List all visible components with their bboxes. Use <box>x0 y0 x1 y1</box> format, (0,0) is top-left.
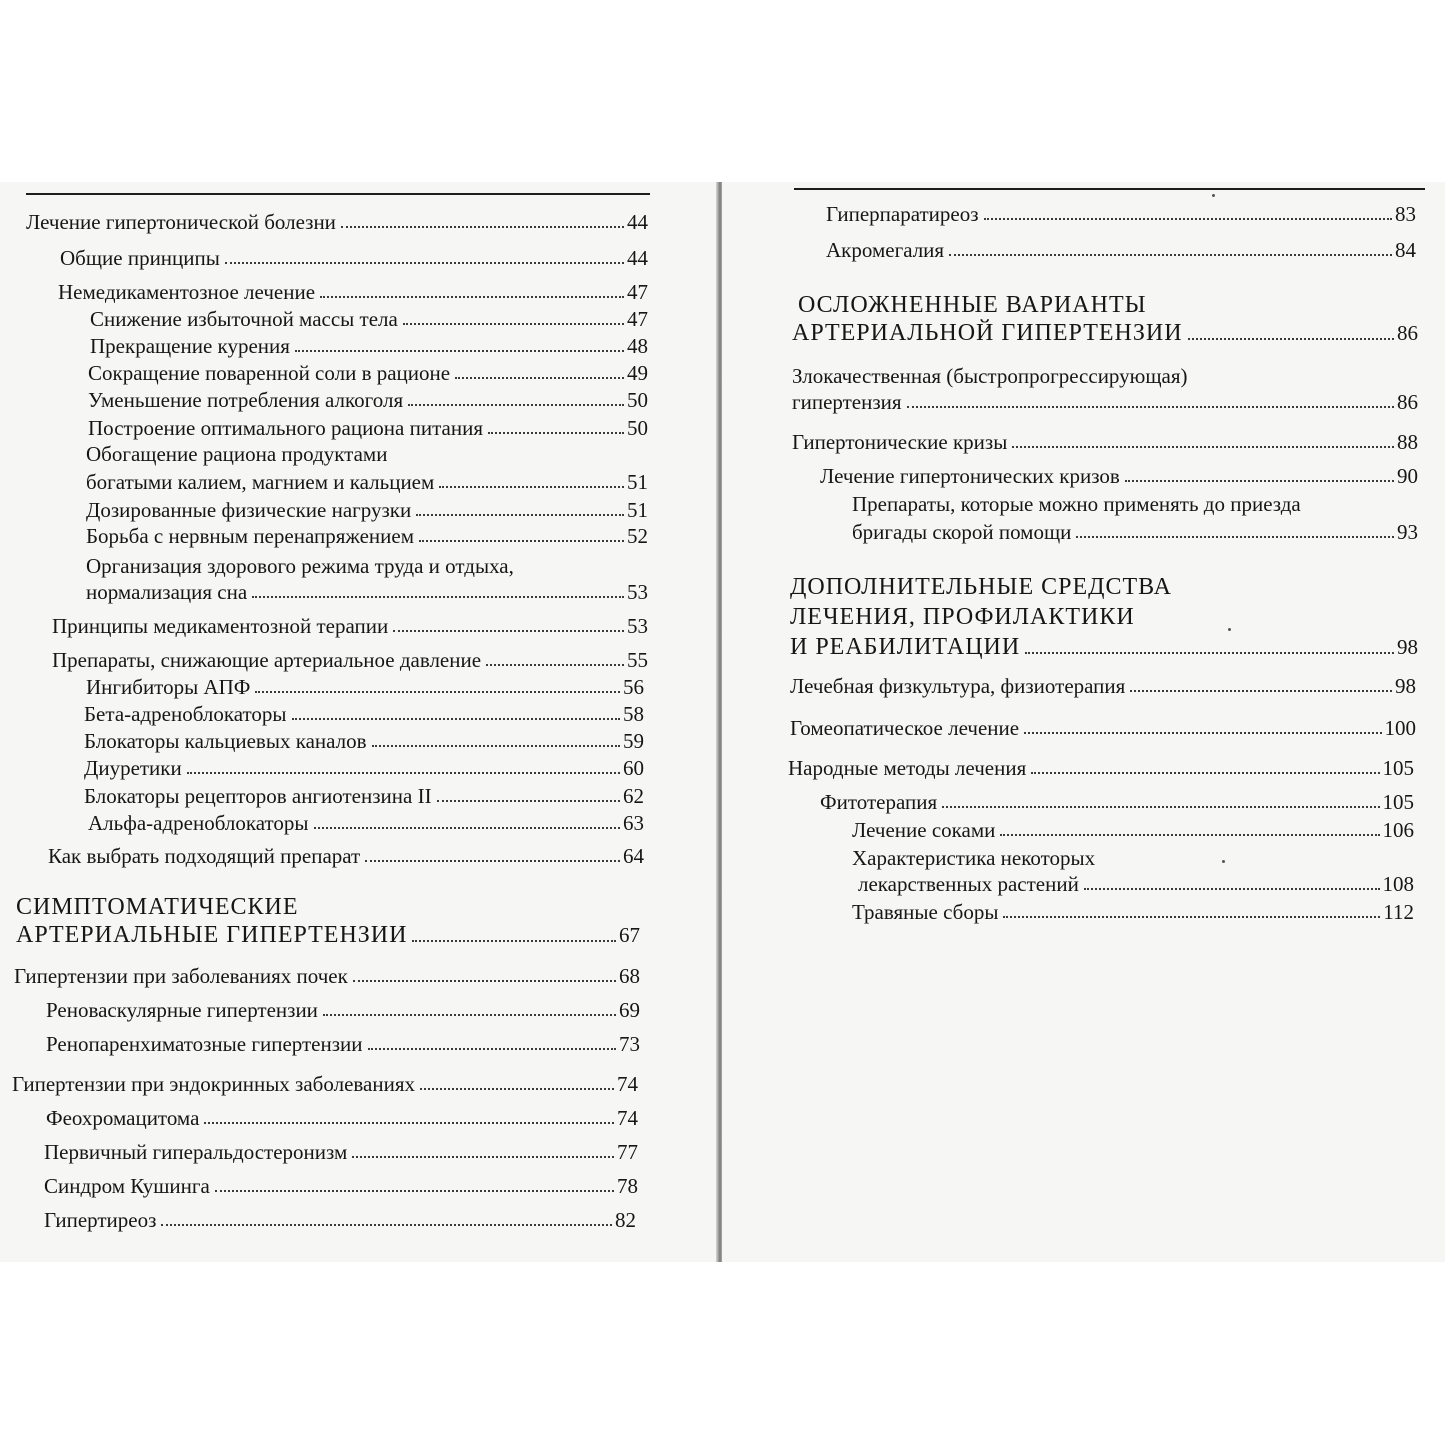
toc-entry-label: лекарственных растений <box>858 872 1079 896</box>
toc-entry-page: 69 <box>619 998 640 1022</box>
dot-leader <box>1031 772 1379 774</box>
toc-entry-label: Гипертензии при эндокринных заболеваниях <box>12 1072 415 1096</box>
toc-entry <box>820 790 1414 814</box>
toc-entry-page: 84 <box>1395 238 1416 262</box>
dot-leader <box>1000 834 1379 836</box>
dot-leader <box>1084 888 1380 890</box>
dot-leader <box>252 596 624 598</box>
section-heading-label: И РЕАБИЛИТАЦИИ <box>790 634 1021 660</box>
toc-entry-label: Борьба с нервным перенапряжением <box>86 524 415 548</box>
toc-entry-label: Дозированные физические нагрузки <box>86 498 412 522</box>
dot-leader <box>161 1224 612 1226</box>
dot-leader <box>437 800 620 802</box>
toc-entry <box>826 238 1416 262</box>
toc-entry-label: Снижение избыточной массы тела <box>90 307 398 331</box>
toc-entry <box>84 784 644 808</box>
toc-entry <box>88 388 648 412</box>
toc-entry <box>44 1174 638 1198</box>
toc-entry-label: Построение оптимального рациона питания <box>88 416 483 440</box>
toc-entry <box>86 675 644 699</box>
toc-entry <box>792 430 1418 454</box>
section-heading <box>792 318 1418 348</box>
toc-entry-page: 98 <box>1395 674 1416 698</box>
toc-entry-label: Бета-адреноблокаторы <box>84 702 287 726</box>
toc-entry-label: нормализация сна <box>86 580 248 604</box>
toc-entry-page: 77 <box>617 1140 638 1164</box>
toc-entry-label: Как выбрать подходящий препарат <box>48 844 361 868</box>
toc-entry-page: 44 <box>627 210 648 234</box>
book-spread <box>0 182 1445 1262</box>
toc-entry-label-line: Злокачественная (быстропрогрессирующая) <box>792 364 1188 388</box>
toc-entry-label: Лечение гипертонической болезни <box>26 210 336 234</box>
toc-entry-label: Гипертиреоз <box>44 1208 157 1232</box>
toc-entry-page: 51 <box>627 470 648 494</box>
toc-entry-label: Блокаторы кальциевых каналов <box>84 729 367 753</box>
dot-leader <box>295 350 624 352</box>
toc-entry-page: 60 <box>623 756 644 780</box>
toc-entry <box>48 844 644 868</box>
toc-entry <box>88 361 648 385</box>
toc-entry <box>58 280 648 304</box>
toc-entry-label: Синдром Кушинга <box>44 1174 210 1198</box>
toc-entry-label: гипертензия <box>792 390 902 414</box>
toc-entry-page: 74 <box>617 1072 638 1096</box>
toc-entry-page: 52 <box>627 524 648 548</box>
dot-leader <box>292 718 620 720</box>
toc-entry-label: Лечебная физкультура, физиотерапия <box>790 674 1126 698</box>
section-heading-page: 86 <box>1397 321 1418 345</box>
toc-entry <box>26 210 648 234</box>
toc-entry-label: Акромегалия <box>826 238 945 262</box>
toc-entry-page: 105 <box>1382 790 1414 814</box>
dot-leader <box>1076 536 1394 538</box>
toc-entry <box>826 202 1416 226</box>
toc-entry <box>44 1140 638 1164</box>
toc-entry <box>852 818 1414 842</box>
dot-leader <box>255 691 620 693</box>
dot-leader <box>187 772 620 774</box>
toc-entry-page: 47 <box>627 280 648 304</box>
toc-entry <box>788 756 1414 780</box>
left-page <box>0 182 718 1262</box>
toc-entry-page: 100 <box>1384 716 1416 740</box>
section-heading-line: ДОПОЛНИТЕЛЬНЫЕ СРЕДСТВА <box>790 574 1172 600</box>
toc-entry-label-line: Препараты, которые можно применять до приезда <box>852 492 1301 516</box>
toc-entry-label: Гипертонические кризы <box>792 430 1008 454</box>
toc-entry <box>858 872 1414 896</box>
toc-entry <box>792 390 1418 414</box>
dot-leader <box>323 1014 616 1016</box>
toc-entry-page: 86 <box>1397 390 1418 414</box>
toc-entry <box>46 1032 640 1056</box>
dot-leader <box>455 377 624 379</box>
dot-leader <box>486 664 624 666</box>
toc-entry-label-line: Организация здорового режима труда и отдыха, <box>86 554 514 578</box>
toc-entry-label: Уменьшение потребления алкоголя <box>88 388 404 412</box>
toc-entry <box>90 334 648 358</box>
toc-entry-label: Гомеопатическое лечение <box>790 716 1020 740</box>
toc-entry-page: 47 <box>627 307 648 331</box>
dot-leader <box>403 323 624 325</box>
toc-entry <box>86 498 648 522</box>
toc-entry-page: 93 <box>1397 520 1418 544</box>
dot-leader <box>488 432 624 434</box>
section-heading-page: 98 <box>1397 635 1418 659</box>
toc-entry-label: Немедикаментозное лечение <box>58 280 316 304</box>
toc-entry-page: 53 <box>627 614 648 638</box>
toc-entry-label: Лечение соками <box>852 818 996 842</box>
toc-entry-label: Гипертензии при заболеваниях почек <box>14 964 348 988</box>
toc-entry-page: 56 <box>623 675 644 699</box>
toc-entry-label: бригады скорой помощи <box>852 520 1072 544</box>
dot-leader <box>1012 446 1394 448</box>
dot-leader <box>365 860 620 862</box>
toc-entry-label: Гиперпаратиреоз <box>826 202 979 226</box>
dot-leader <box>984 218 1392 220</box>
right-page <box>722 182 1445 1262</box>
dot-leader <box>1003 916 1380 918</box>
toc-entry <box>52 614 648 638</box>
toc-entry <box>14 964 640 988</box>
dot-leader <box>949 254 1392 256</box>
toc-entry-label-line: Обогащение рациона продуктами <box>86 442 388 466</box>
toc-entry <box>790 674 1416 698</box>
toc-entry <box>90 307 648 331</box>
toc-entry-page: 49 <box>627 361 648 385</box>
dot-leader <box>1025 652 1394 654</box>
section-heading-line: ОСЛОЖНЕННЫЕ ВАРИАНТЫ <box>798 292 1147 318</box>
section-heading-line: СИМПТОМАТИЧЕСКИЕ <box>16 894 299 920</box>
toc-entry-page: 50 <box>627 388 648 412</box>
toc-entry-label: богатыми калием, магнием и кальцием <box>86 470 435 494</box>
dot-leader <box>439 486 624 488</box>
dot-leader <box>1130 690 1392 692</box>
toc-entry-label: Ренопаренхиматозные гипертензии <box>46 1032 363 1056</box>
toc-entry <box>84 729 644 753</box>
toc-entry-page: 68 <box>619 964 640 988</box>
toc-entry-page: 59 <box>623 729 644 753</box>
toc-entry-page: 74 <box>617 1106 638 1130</box>
toc-entry <box>84 756 644 780</box>
toc-entry-page: 78 <box>617 1174 638 1198</box>
toc-entry-label: Диуретики <box>84 756 182 780</box>
print-speck <box>1228 628 1231 631</box>
toc-entry-label: Блокаторы рецепторов ангиотензина II <box>84 784 432 808</box>
toc-entry <box>790 716 1416 740</box>
toc-entry <box>46 998 640 1022</box>
top-rule <box>794 188 1425 190</box>
toc-entry-page: 106 <box>1382 818 1414 842</box>
print-speck <box>1212 194 1215 197</box>
toc-entry <box>86 524 648 548</box>
dot-leader <box>942 806 1379 808</box>
dot-leader <box>215 1190 614 1192</box>
toc-entry-label: Травяные сборы <box>852 900 999 924</box>
toc-entry-page: 44 <box>627 246 648 270</box>
toc-entry <box>52 648 648 672</box>
toc-entry-page: 48 <box>627 334 648 358</box>
toc-entry <box>86 470 648 494</box>
toc-entry <box>84 702 644 726</box>
dot-leader <box>416 514 624 516</box>
toc-entry-page: 105 <box>1382 756 1414 780</box>
toc-entry-page: 63 <box>623 811 644 835</box>
toc-entry-page: 55 <box>627 648 648 672</box>
toc-entry-label: Альфа-адреноблокаторы <box>88 811 309 835</box>
toc-entry-label: Реноваскулярные гипертензии <box>46 998 318 1022</box>
top-rule <box>26 193 650 195</box>
print-speck <box>1222 860 1225 863</box>
toc-entry-page: 73 <box>619 1032 640 1056</box>
toc-entry <box>852 520 1418 544</box>
dot-leader <box>368 1048 617 1050</box>
dot-leader <box>412 940 616 942</box>
dot-leader <box>353 980 616 982</box>
dot-leader <box>352 1156 614 1158</box>
toc-entry-label: Общие принципы <box>60 246 220 270</box>
toc-entry-label: Ингибиторы АПФ <box>86 675 251 699</box>
toc-entry-page: 64 <box>623 844 644 868</box>
toc-entry-page: 88 <box>1397 430 1418 454</box>
dot-leader <box>393 630 624 632</box>
dot-leader <box>419 540 624 542</box>
toc-entry-label: Сокращение поваренной соли в рационе <box>88 361 451 385</box>
toc-entry <box>46 1106 638 1130</box>
toc-entry-page: 62 <box>623 784 644 808</box>
toc-entry-label: Прекращение курения <box>90 334 290 358</box>
toc-entry-label: Принципы медикаментозной терапии <box>52 614 389 638</box>
toc-entry-page: 112 <box>1383 900 1414 924</box>
toc-entry-label: Народные методы лечения <box>788 756 1027 780</box>
dot-leader <box>314 827 620 829</box>
toc-entry <box>12 1072 638 1096</box>
toc-entry-page: 82 <box>615 1208 636 1232</box>
toc-entry-page: 53 <box>627 580 648 604</box>
toc-entry-page: 108 <box>1382 872 1414 896</box>
toc-entry-label: Фитотерапия <box>820 790 938 814</box>
toc-entry <box>44 1208 636 1232</box>
toc-entry-label: Лечение гипертонических кризов <box>820 464 1120 488</box>
toc-entry <box>60 246 648 270</box>
toc-entry-page: 50 <box>627 416 648 440</box>
dot-leader <box>1125 480 1394 482</box>
dot-leader <box>204 1122 614 1124</box>
toc-entry-label: Препараты, снижающие артериальное давление <box>52 648 482 672</box>
toc-entry-page: 51 <box>627 498 648 522</box>
toc-entry <box>820 464 1418 488</box>
dot-leader <box>907 406 1394 408</box>
dot-leader <box>420 1088 614 1090</box>
toc-entry-page: 83 <box>1395 202 1416 226</box>
section-heading <box>16 920 640 950</box>
toc-entry <box>852 900 1414 924</box>
dot-leader <box>1188 338 1394 340</box>
section-heading-label: АРТЕРИАЛЬНОЙ ГИПЕРТЕНЗИИ <box>792 320 1183 346</box>
toc-entry-label-line: Характеристика некоторых <box>852 846 1096 870</box>
toc-entry <box>88 416 648 440</box>
toc-entry-page: 58 <box>623 702 644 726</box>
section-heading <box>790 632 1418 662</box>
dot-leader <box>320 296 624 298</box>
dot-leader <box>225 262 624 264</box>
section-heading-page: 67 <box>619 923 640 947</box>
toc-entry-label: Феохромацитома <box>46 1106 200 1130</box>
dot-leader <box>408 404 624 406</box>
section-heading-label: АРТЕРИАЛЬНЫЕ ГИПЕРТЕНЗИИ <box>16 922 408 948</box>
toc-entry-label: Первичный гиперальдостеронизм <box>44 1140 348 1164</box>
dot-leader <box>1024 732 1381 734</box>
dot-leader <box>341 226 624 228</box>
toc-entry <box>86 580 648 604</box>
toc-entry-page: 90 <box>1397 464 1418 488</box>
dot-leader <box>372 745 620 747</box>
section-heading-line: ЛЕЧЕНИЯ, ПРОФИЛАКТИКИ <box>790 604 1135 630</box>
toc-entry <box>88 811 644 835</box>
